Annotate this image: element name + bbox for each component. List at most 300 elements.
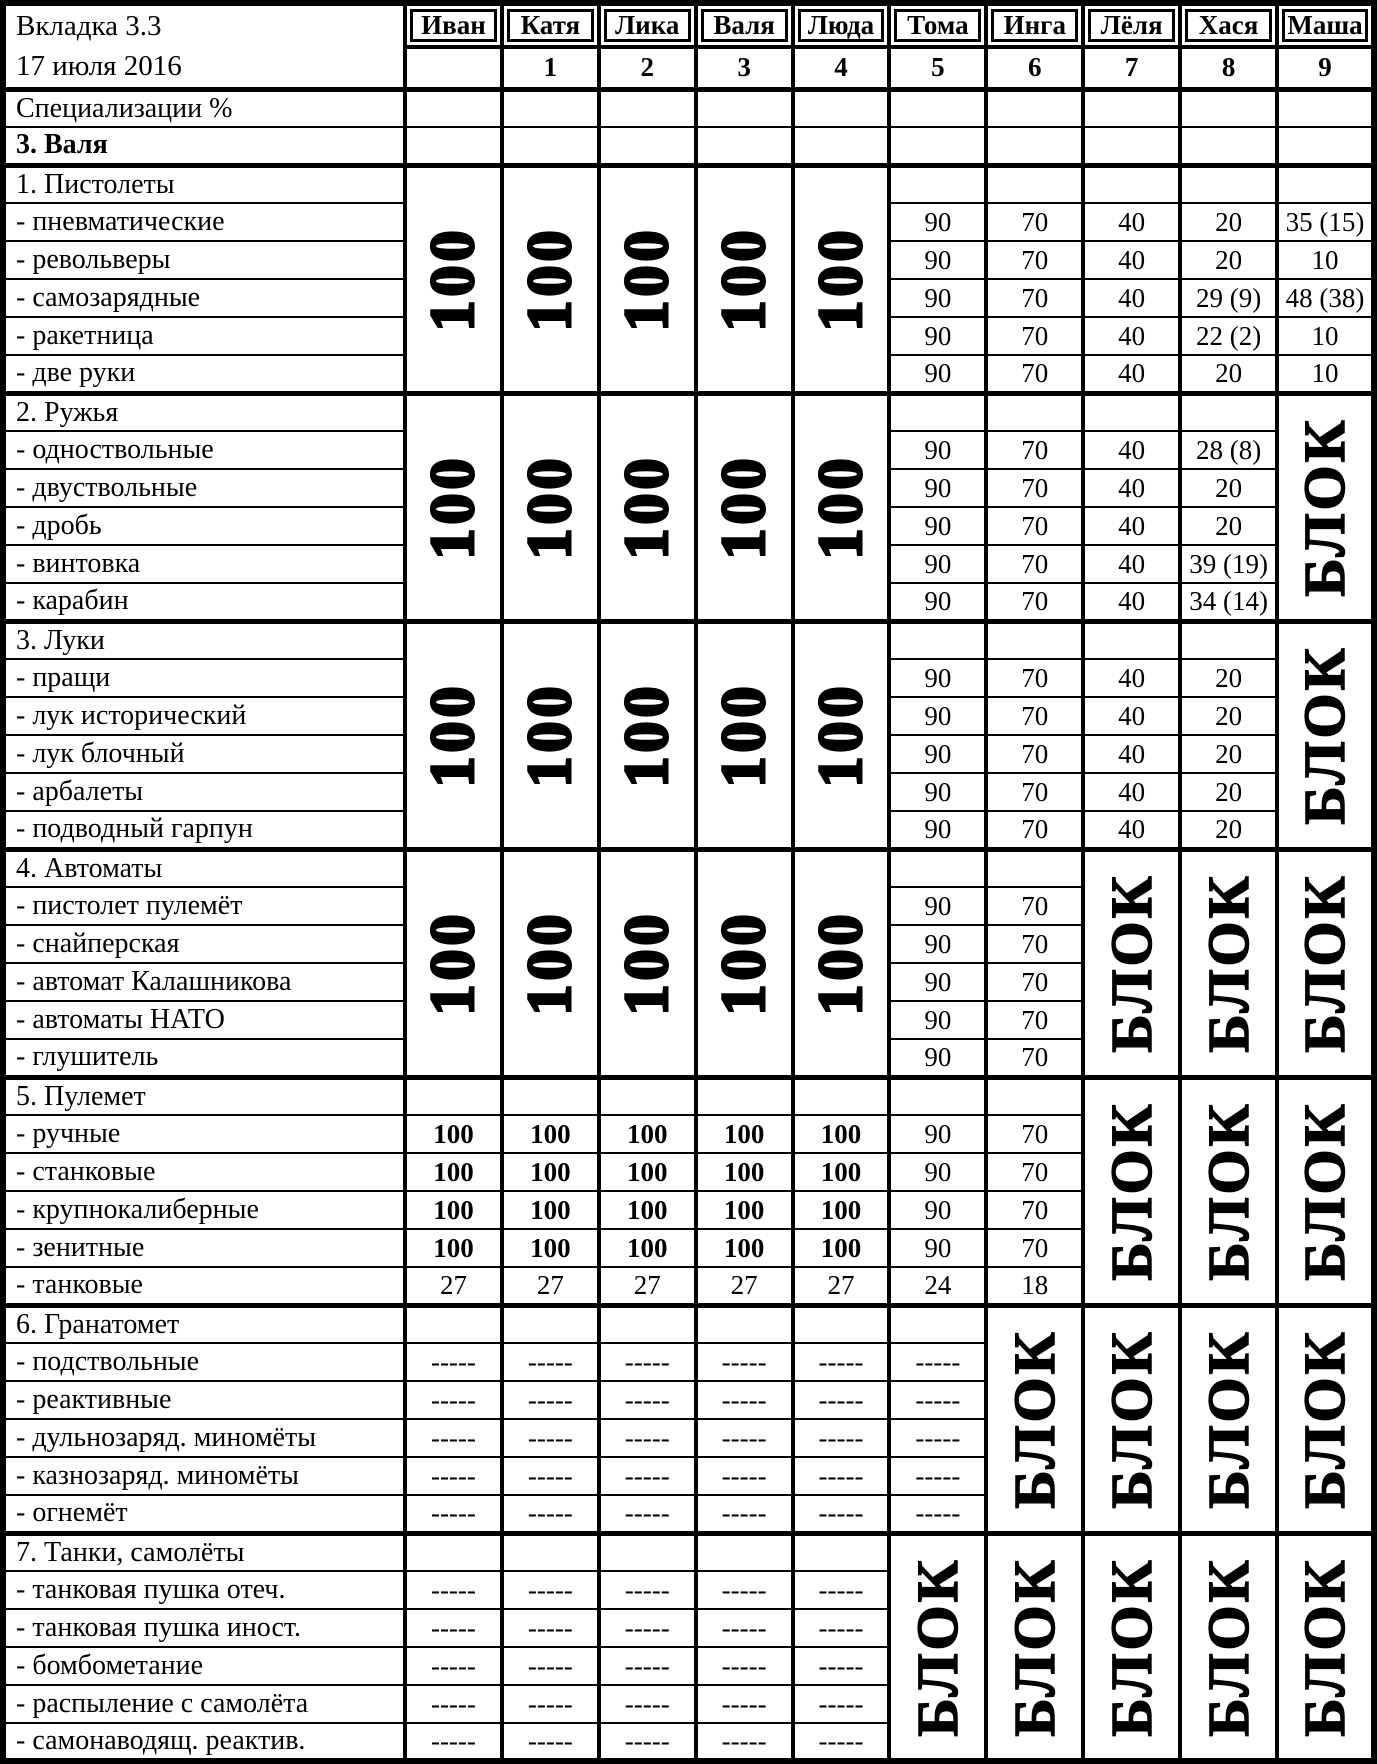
full-spec-cell — [696, 165, 793, 393]
blocked-cell — [1277, 1533, 1374, 1761]
value-cell: 40 — [1083, 697, 1180, 735]
value-cell: 70 — [986, 925, 1083, 963]
full-spec-cell — [793, 393, 890, 621]
blocked-cell — [1277, 393, 1374, 621]
blocked-text: БЛОК — [1195, 1329, 1261, 1509]
no-data-cell: ----- — [502, 1495, 599, 1533]
value-cell: 90 — [889, 355, 986, 393]
rotated-100-text: 100 — [613, 910, 682, 1016]
value-cell: 90 — [889, 1115, 986, 1153]
full-spec-cell — [793, 621, 890, 849]
value-cell: 70 — [986, 1229, 1083, 1267]
no-data-cell: ----- — [889, 1419, 986, 1457]
empty-cell — [986, 127, 1083, 165]
no-data-cell: ----- — [405, 1457, 502, 1495]
section-title: 7. Танки, самолёты — [3, 1533, 405, 1571]
row-label: - одноствольные — [3, 431, 405, 469]
value-cell: 100 — [405, 1115, 502, 1153]
no-data-cell: ----- — [502, 1381, 599, 1419]
no-data-cell: ----- — [889, 1343, 986, 1381]
section-title: 6. Гранатомет — [3, 1305, 405, 1343]
full-spec-cell — [502, 849, 599, 1077]
value-cell: 100 — [793, 1191, 890, 1229]
empty-cell — [986, 165, 1083, 203]
section-header-row — [3, 621, 1374, 659]
no-data-cell: ----- — [696, 1723, 793, 1761]
row-label: - крупнокалиберные — [3, 1191, 405, 1229]
no-data-cell: ----- — [502, 1419, 599, 1457]
no-data-cell: ----- — [405, 1685, 502, 1723]
row-label: - дульнозаряд. миномёты — [3, 1419, 405, 1457]
empty-cell — [405, 1077, 502, 1115]
person-column-header — [599, 3, 696, 47]
value-cell: 70 — [986, 1115, 1083, 1153]
column-number: 1 — [502, 47, 599, 89]
value-cell: 20 — [1180, 697, 1277, 735]
empty-cell — [502, 1305, 599, 1343]
value-cell: 40 — [1083, 241, 1180, 279]
value-cell: 100 — [599, 1191, 696, 1229]
person-column-header — [1083, 3, 1180, 47]
full-spec-cell — [793, 849, 890, 1077]
value-cell: 28 (8) — [1180, 431, 1277, 469]
row-label: - карабин — [3, 583, 405, 621]
rotated-100-text: 100 — [710, 226, 779, 332]
value-cell: 100 — [405, 1153, 502, 1191]
blocked-cell — [1180, 1305, 1277, 1533]
person-column-header — [889, 3, 986, 47]
value-cell: 40 — [1083, 735, 1180, 773]
no-data-cell: ----- — [793, 1343, 890, 1381]
no-data-cell: ----- — [793, 1457, 890, 1495]
value-cell: 70 — [986, 811, 1083, 849]
person-name: Иван — [410, 9, 497, 42]
no-data-cell: ----- — [599, 1647, 696, 1685]
value-cell: 27 — [793, 1267, 890, 1305]
no-data-cell: ----- — [793, 1647, 890, 1685]
value-cell: 70 — [986, 507, 1083, 545]
empty-cell — [1277, 165, 1374, 203]
no-data-cell: ----- — [405, 1381, 502, 1419]
no-data-cell: ----- — [405, 1647, 502, 1685]
value-cell: 90 — [889, 659, 986, 697]
value-cell: 40 — [1083, 773, 1180, 811]
no-data-cell: ----- — [405, 1609, 502, 1647]
value-cell: 90 — [889, 431, 986, 469]
value-cell: 22 (2) — [1180, 317, 1277, 355]
value-cell: 90 — [889, 583, 986, 621]
rotated-100-text: 100 — [516, 454, 585, 560]
rotated-100-text: 100 — [807, 682, 875, 788]
no-data-cell: ----- — [696, 1343, 793, 1381]
value-cell: 100 — [696, 1229, 793, 1267]
no-data-cell: ----- — [889, 1381, 986, 1419]
value-cell: 70 — [986, 735, 1083, 773]
value-cell: 100 — [599, 1115, 696, 1153]
value-cell: 27 — [405, 1267, 502, 1305]
value-cell: 100 — [793, 1153, 890, 1191]
person-name: Лика — [604, 9, 691, 42]
no-data-cell: ----- — [696, 1685, 793, 1723]
full-spec-cell — [405, 393, 502, 621]
no-data-cell: ----- — [696, 1419, 793, 1457]
value-cell: 10 — [1277, 241, 1374, 279]
no-data-cell: ----- — [405, 1495, 502, 1533]
rotated-100-text: 100 — [419, 682, 488, 788]
no-data-cell: ----- — [793, 1723, 890, 1761]
empty-cell — [793, 1077, 890, 1115]
blocked-text: БЛОК — [1292, 1557, 1357, 1737]
no-data-cell: ----- — [696, 1647, 793, 1685]
value-cell: 70 — [986, 1001, 1083, 1039]
empty-cell — [405, 89, 502, 127]
rotated-100-text: 100 — [419, 226, 488, 332]
selected-person-label: 3. Валя — [3, 127, 405, 165]
row-label: - две руки — [3, 355, 405, 393]
person-column-header — [405, 3, 502, 47]
value-cell: 90 — [889, 735, 986, 773]
person-column-header — [1277, 3, 1374, 47]
value-cell: 70 — [986, 1191, 1083, 1229]
person-name: Люда — [798, 9, 885, 42]
blocked-text: БЛОК — [1292, 645, 1357, 825]
empty-cell — [889, 1077, 986, 1115]
no-data-cell: ----- — [502, 1723, 599, 1761]
value-cell: 18 — [986, 1267, 1083, 1305]
value-cell: 100 — [696, 1191, 793, 1229]
value-cell: 20 — [1180, 203, 1277, 241]
empty-cell — [599, 1077, 696, 1115]
section-title: 3. Луки — [3, 621, 405, 659]
no-data-cell: ----- — [502, 1457, 599, 1495]
section-title: 4. Автоматы — [3, 849, 405, 887]
value-cell: 70 — [986, 1039, 1083, 1077]
section-title: 1. Пистолеты — [3, 165, 405, 203]
full-spec-cell — [502, 393, 599, 621]
person-name: Инга — [991, 9, 1078, 42]
empty-cell — [1180, 165, 1277, 203]
value-cell: 100 — [405, 1229, 502, 1267]
value-cell: 29 (9) — [1180, 279, 1277, 317]
rotated-100-text: 100 — [419, 454, 488, 560]
value-cell: 39 (19) — [1180, 545, 1277, 583]
value-cell: 40 — [1083, 469, 1180, 507]
rotated-100-text: 100 — [516, 226, 585, 332]
row-label: - танковая пушка иност. — [3, 1609, 405, 1647]
value-cell: 100 — [502, 1229, 599, 1267]
blocked-cell — [1083, 1305, 1180, 1533]
full-spec-cell — [599, 621, 696, 849]
value-cell: 40 — [1083, 545, 1180, 583]
value-cell: 10 — [1277, 355, 1374, 393]
no-data-cell: ----- — [793, 1609, 890, 1647]
value-cell: 90 — [889, 507, 986, 545]
row-label: - винтовка — [3, 545, 405, 583]
row-label: - автоматы НАТО — [3, 1001, 405, 1039]
empty-cell — [1180, 89, 1277, 127]
blocked-text: БЛОК — [1098, 1557, 1164, 1737]
column-number: 4 — [793, 47, 890, 89]
value-cell: 100 — [696, 1115, 793, 1153]
blocked-text: БЛОК — [1001, 1329, 1067, 1509]
empty-cell — [889, 89, 986, 127]
empty-cell — [502, 1533, 599, 1571]
value-cell: 100 — [793, 1229, 890, 1267]
row-label: - бомбометание — [3, 1647, 405, 1685]
column-number: 6 — [986, 47, 1083, 89]
blocked-cell — [1083, 849, 1180, 1077]
section-header-row — [3, 165, 1374, 203]
blocked-cell — [1180, 1533, 1277, 1761]
rotated-100-text: 100 — [710, 910, 779, 1016]
person-column-header — [793, 3, 890, 47]
row-label: - пневматические — [3, 203, 405, 241]
value-cell: 90 — [889, 279, 986, 317]
row-label: - распыление с самолёта — [3, 1685, 405, 1723]
no-data-cell: ----- — [405, 1419, 502, 1457]
blocked-cell — [1180, 1077, 1277, 1305]
value-cell: 70 — [986, 583, 1083, 621]
value-cell: 20 — [1180, 355, 1277, 393]
empty-cell — [502, 1077, 599, 1115]
person-name: Катя — [507, 9, 594, 42]
full-spec-cell — [405, 621, 502, 849]
value-cell: 90 — [889, 773, 986, 811]
row-label: - ракетница — [3, 317, 405, 355]
section-title: 2. Ружья — [3, 393, 405, 431]
empty-cell — [889, 127, 986, 165]
empty-cell — [502, 127, 599, 165]
value-cell: 90 — [889, 811, 986, 849]
empty-cell — [1277, 89, 1374, 127]
value-cell: 40 — [1083, 507, 1180, 545]
section-header-row — [3, 1305, 1374, 1343]
sheet-tab-title: Вкладка 3.3 — [16, 9, 162, 42]
row-label: - ручные — [3, 1115, 405, 1153]
value-cell: 40 — [1083, 431, 1180, 469]
value-cell: 100 — [502, 1115, 599, 1153]
value-cell: 90 — [889, 1153, 986, 1191]
row-label: - пистолет пулемёт — [3, 887, 405, 925]
value-cell: 90 — [889, 1001, 986, 1039]
empty-cell — [889, 1305, 986, 1343]
value-cell: 10 — [1277, 317, 1374, 355]
no-data-cell: ----- — [793, 1495, 890, 1533]
blocked-cell — [986, 1305, 1083, 1533]
value-cell: 90 — [889, 963, 986, 1001]
empty-cell — [1083, 165, 1180, 203]
no-data-cell: ----- — [405, 1343, 502, 1381]
value-cell: 90 — [889, 241, 986, 279]
empty-cell — [1277, 127, 1374, 165]
no-data-cell: ----- — [793, 1381, 890, 1419]
no-data-cell: ----- — [599, 1685, 696, 1723]
sheet-date: 17 июля 2016 — [16, 49, 182, 82]
no-data-cell: ----- — [599, 1495, 696, 1533]
no-data-cell: ----- — [502, 1343, 599, 1381]
value-cell: 90 — [889, 469, 986, 507]
section-header-row — [3, 1533, 1374, 1571]
row-label: - двуствольные — [3, 469, 405, 507]
rotated-100-text: 100 — [419, 910, 488, 1016]
empty-cell — [696, 89, 793, 127]
column-number: 3 — [696, 47, 793, 89]
empty-cell — [889, 393, 986, 431]
empty-cell — [889, 165, 986, 203]
empty-cell — [793, 89, 890, 127]
section-header-row — [3, 849, 1374, 887]
no-data-cell: ----- — [696, 1381, 793, 1419]
value-cell: 70 — [986, 355, 1083, 393]
no-data-cell: ----- — [405, 1571, 502, 1609]
no-data-cell: ----- — [502, 1685, 599, 1723]
row-label: - реактивные — [3, 1381, 405, 1419]
empty-cell — [986, 89, 1083, 127]
no-data-cell: ----- — [502, 1647, 599, 1685]
value-cell: 90 — [889, 887, 986, 925]
no-data-cell: ----- — [696, 1609, 793, 1647]
person-name: Тома — [894, 9, 981, 42]
value-cell: 70 — [986, 887, 1083, 925]
value-cell: 70 — [986, 1153, 1083, 1191]
value-cell: 27 — [599, 1267, 696, 1305]
person-name: Маша — [1282, 9, 1368, 42]
row-label: - арбалеты — [3, 773, 405, 811]
no-data-cell: ----- — [502, 1609, 599, 1647]
value-cell: 70 — [986, 545, 1083, 583]
value-cell: 100 — [502, 1153, 599, 1191]
value-cell: 20 — [1180, 773, 1277, 811]
empty-cell — [986, 1077, 1083, 1115]
no-data-cell: ----- — [696, 1571, 793, 1609]
value-cell: 40 — [1083, 317, 1180, 355]
value-cell: 20 — [1180, 659, 1277, 697]
row-label: - пращи — [3, 659, 405, 697]
empty-cell — [1083, 393, 1180, 431]
row-label: - подводный гарпун — [3, 811, 405, 849]
no-data-cell: ----- — [696, 1457, 793, 1495]
no-data-cell: ----- — [599, 1571, 696, 1609]
empty-cell — [696, 1305, 793, 1343]
person-name: Валя — [701, 9, 788, 42]
full-spec-cell — [793, 165, 890, 393]
no-data-cell: ----- — [599, 1457, 696, 1495]
no-data-cell: ----- — [599, 1609, 696, 1647]
blocked-cell — [1277, 1305, 1374, 1533]
rotated-100-text: 100 — [516, 910, 585, 1016]
empty-cell — [889, 849, 986, 887]
empty-cell — [793, 1533, 890, 1571]
person-column-header — [696, 3, 793, 47]
value-cell: 24 — [889, 1267, 986, 1305]
row-label: - лук блочный — [3, 735, 405, 773]
value-cell: 35 (15) — [1277, 203, 1374, 241]
column-number — [405, 47, 502, 89]
row-label: - самонаводящ. реактив. — [3, 1723, 405, 1761]
row-label: - танковая пушка отеч. — [3, 1571, 405, 1609]
value-cell: 100 — [405, 1191, 502, 1229]
full-spec-cell — [502, 621, 599, 849]
no-data-cell: ----- — [793, 1685, 890, 1723]
empty-cell — [599, 89, 696, 127]
value-cell: 100 — [599, 1229, 696, 1267]
row-label: - зенитные — [3, 1229, 405, 1267]
full-spec-cell — [405, 165, 502, 393]
empty-cell — [889, 621, 986, 659]
rotated-100-text: 100 — [807, 910, 875, 1016]
blocked-text: БЛОК — [1098, 873, 1164, 1053]
value-cell: 40 — [1083, 811, 1180, 849]
value-cell: 40 — [1083, 583, 1180, 621]
no-data-cell: ----- — [889, 1457, 986, 1495]
empty-cell — [1180, 621, 1277, 659]
empty-cell — [1083, 89, 1180, 127]
full-spec-cell — [599, 849, 696, 1077]
blocked-cell — [1083, 1077, 1180, 1305]
row-label: - лук исторический — [3, 697, 405, 735]
value-cell: 90 — [889, 697, 986, 735]
blocked-cell — [1180, 849, 1277, 1077]
no-data-cell: ----- — [599, 1343, 696, 1381]
full-spec-cell — [502, 165, 599, 393]
row-label: - казнозаряд. миномёты — [3, 1457, 405, 1495]
no-data-cell: ----- — [599, 1723, 696, 1761]
value-cell: 70 — [986, 431, 1083, 469]
value-cell: 70 — [986, 279, 1083, 317]
person-column-header — [502, 3, 599, 47]
blocked-cell — [1277, 849, 1374, 1077]
empty-cell — [696, 1533, 793, 1571]
empty-cell — [793, 127, 890, 165]
rotated-100-text: 100 — [613, 454, 682, 560]
person-column-header — [1180, 3, 1277, 47]
no-data-cell: ----- — [502, 1571, 599, 1609]
column-number: 7 — [1083, 47, 1180, 89]
rotated-100-text: 100 — [516, 682, 585, 788]
blocked-text: БЛОК — [1292, 1101, 1357, 1281]
value-cell: 70 — [986, 469, 1083, 507]
blocked-text: БЛОК — [1292, 873, 1357, 1053]
row-label: - снайперская — [3, 925, 405, 963]
value-cell: 90 — [889, 1229, 986, 1267]
value-cell: 27 — [502, 1267, 599, 1305]
value-cell: 100 — [793, 1115, 890, 1153]
value-cell: 40 — [1083, 203, 1180, 241]
rotated-100-text: 100 — [807, 454, 875, 560]
blocked-cell — [1277, 1077, 1374, 1305]
blocked-cell — [1277, 621, 1374, 849]
blocked-cell — [889, 1533, 986, 1761]
value-cell: 20 — [1180, 241, 1277, 279]
value-cell: 90 — [889, 1039, 986, 1077]
value-cell: 34 (14) — [1180, 583, 1277, 621]
empty-cell — [986, 621, 1083, 659]
column-number: 8 — [1180, 47, 1277, 89]
blocked-text: БЛОК — [1195, 1557, 1261, 1737]
value-cell: 90 — [889, 203, 986, 241]
full-spec-cell — [405, 849, 502, 1077]
value-cell: 20 — [1180, 507, 1277, 545]
rotated-100-text: 100 — [807, 226, 875, 332]
value-cell: 70 — [986, 203, 1083, 241]
full-spec-cell — [599, 393, 696, 621]
no-data-cell: ----- — [793, 1571, 890, 1609]
value-cell: 48 (38) — [1277, 279, 1374, 317]
empty-cell — [986, 849, 1083, 887]
row-label: - автомат Калашникова — [3, 963, 405, 1001]
column-number: 2 — [599, 47, 696, 89]
empty-cell — [1180, 393, 1277, 431]
